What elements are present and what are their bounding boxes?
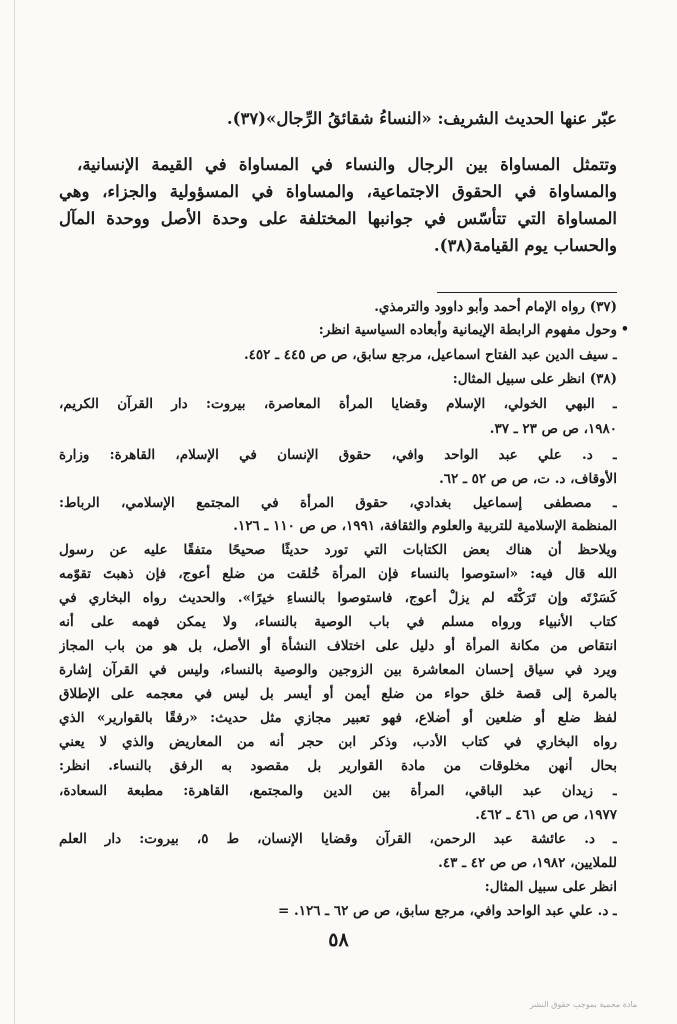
- body-line: والحساب يوم القيامة(٣٨).: [433, 236, 617, 255]
- body-line: والمساواة في الحقوق الاجتماعية، والمساواة في المسؤولية والجزاء، وهي: [59, 182, 617, 201]
- footnote-line: ـ د. علي عبد الواحد وافي، حقوق الإنسان في الإسلام، القاهرة: وزارة: [59, 447, 617, 463]
- footnote-line: انتقاص من مكانة المرأة أو دليل على اختلاف النشأة أو الأصل، بل هو من باب المجاز: [59, 638, 617, 654]
- footnote-line: ١٩٨٠، ص ص ٢٣ ـ ٣٧.: [489, 421, 617, 437]
- body-line: عبّر عنها الحديث الشريف: «النساءُ شقائقُ الرِّجال»(٣٧).: [226, 109, 617, 128]
- footnote-line: (٣٨) انظر على سبيل المثال:: [452, 371, 617, 387]
- bullet-icon: •: [620, 322, 629, 337]
- footnote-line: (٣٧) رواه الإمام أحمد وأبو داوود والترمذي.: [374, 299, 617, 315]
- footnote-line: للملايين، ١٩٨٢، ص ص ٤٢ ـ ٤٣.: [438, 855, 617, 871]
- footnote-line: ـ د. عائشة عبد الرحمن، القرآن وقضايا الإنسان، ط ٥، بيروت: دار العلم: [59, 831, 617, 847]
- footnote-line: ويلاحظ أن هناك بعض الكتابات التي تورد حديثًا صحيحًا متفقًا عليه عن رسول: [59, 542, 617, 558]
- book-spine-edge: [14, 0, 15, 1024]
- footnote-line: الله قال فيه: «استوصوا بالنساء فإن المرأة خُلقت من ضلع أعوج، فإن ذهبتَ تقوّمه: [59, 566, 617, 582]
- footnote-divider: [437, 292, 617, 293]
- footnote-line: المنظمة الإسلامية للتربية والعلوم والثقافة، ١٩٩١، ص ص ١١٠ ـ ١٢٦.: [233, 518, 617, 534]
- footnote-line: ـ البهي الخولي، الإسلام وقضايا المرأة المعاصرة، بيروت: دار القرآن الكريم،: [59, 396, 617, 412]
- footnote-line: انظر على سبيل المثال:: [484, 879, 617, 895]
- body-line: المساواة التي تتأسّس في جوانبها المختلفة على وحدة الأصل ووحدة المآل: [59, 209, 617, 228]
- page-number: ٥٨: [328, 929, 349, 951]
- copyright-watermark: مادة محمية بموجب حقوق النشر: [530, 1000, 638, 1009]
- footnote-line: ويرد في سياق إحسان المعاشرة بين الزوجين والوصية بالنساء، وليس في القرآن إشارة: [59, 662, 617, 678]
- footnote-line: كَسَرْتَه وإن تَرَكْتَه لم يزلْ أعوج، فاستوصوا بالنساءِ خيرًا». والحديث رواه البخاري في: [59, 590, 617, 606]
- footnote-line: رواه البخاري في كتاب الأدب، وذكر ابن حجر أنه من المعاريض والذي لا يعني: [59, 734, 617, 750]
- footnote-line: كتاب الأنبياء ورواه مسلم في باب الوصية بالنساء، ولا يمكن فهمه على أنه: [59, 614, 617, 630]
- footnote-line: ـ د. علي عبد الواحد وافي، مرجع سابق، ص ص ٦٢ ـ ١٢٦. =: [277, 903, 617, 919]
- footnote-line: بحال أنهن مخلوقات من مادة القوارير بل مقصود به الرفق بالنساء. انظر:: [59, 758, 617, 774]
- footnote-line: ـ سيف الدين عبد الفتاح اسماعيل، مرجع سابق، ص ص ٤٤٥ ـ ٤٥٢.: [243, 347, 617, 363]
- footnote-line: وحول مفهوم الرابطة الإيمانية وأبعاده السياسية انظر:: [318, 322, 617, 338]
- footnote-line: ١٩٧٧، ص ص ٤٦١ ـ ٤٦٢.: [475, 807, 617, 823]
- footnote-line: ـ مصطفى إسماعيل بغدادي، حقوق المرأة في المجتمع الإسلامي، الرباط:: [59, 495, 617, 511]
- footnote-line: لفظ ضلع أو ضلعين أو أضلاع، فهو تعبير مجازي مثل حديث: «رفقًا بالقوارير» الذي: [59, 710, 617, 726]
- footnote-line: بالمرة إلى قصة خلق حواء من ضلع أيمن أو أيسر بل ليس في معجمه على الإطلاق: [59, 686, 617, 702]
- footnote-line: ـ زيدان عبد الباقي، المرأة بين الدين والمجتمع، القاهرة: مطبعة السعادة،: [59, 783, 617, 799]
- footnote-line: الأوقاف، د. ت، ص ص ٥٢ ـ ٦٢.: [439, 471, 617, 487]
- body-line: وتتمثل المساواة بين الرجال والنساء في المساواة في القيمة الإنسانية،: [77, 155, 617, 174]
